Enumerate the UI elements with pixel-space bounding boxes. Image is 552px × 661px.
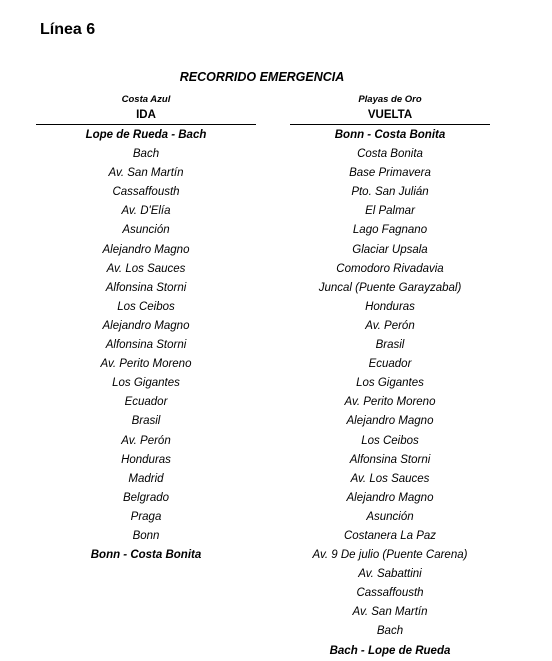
stop-item: Av. Los Sauces	[106, 262, 186, 275]
stop-item: Av. Perón	[121, 434, 171, 447]
stop-item: Av. San Martín	[352, 606, 428, 619]
vuelta-column	[290, 93, 490, 661]
vuelta-header: VUELTA	[290, 107, 490, 125]
stop-item: Cassaffousth	[112, 186, 180, 199]
ida-column	[36, 93, 256, 565]
stop-item: Alejandro Magno	[346, 491, 434, 504]
stop-item: Belgrado	[122, 491, 170, 504]
terminal-stop: Lope de Rueda - Bach	[85, 129, 207, 141]
stop-item: Av. 9 De julio (Puente Carena)	[312, 549, 468, 562]
ida-origin-label: Costa Azul	[121, 94, 171, 105]
vuelta-stop-list	[290, 126, 490, 661]
stop-item: Cassaffousth	[356, 587, 424, 600]
terminal-stop: Bonn - Costa Bonita	[334, 129, 446, 141]
stop-item: Los Gigantes	[356, 377, 424, 390]
stop-item: Av. Perón	[365, 319, 415, 332]
stop-item: Los Ceibos	[361, 434, 419, 447]
stop-item: Asunción	[366, 510, 414, 523]
ida-stop-list	[36, 126, 256, 565]
stop-item: Bach	[376, 625, 404, 638]
stop-item: Base Primavera	[349, 167, 431, 180]
section-title: RECORRIDO EMERGENCIA	[179, 70, 345, 84]
stop-item: Los Gigantes	[112, 377, 180, 390]
stop-item: Comodoro Rivadavia	[336, 262, 444, 275]
stop-item: Lago Fagnano	[352, 224, 428, 237]
stop-item: Costanera La Paz	[343, 529, 437, 542]
stop-item: El Palmar	[365, 205, 415, 218]
stop-item: Av. Perito Moreno	[344, 396, 436, 409]
stop-item: Ecuador	[124, 396, 168, 409]
stop-item: Alejandro Magno	[102, 319, 190, 332]
stop-item: Glaciar Upsala	[352, 243, 428, 256]
stop-item: Av. Perito Moreno	[100, 358, 192, 371]
stop-item: Alejandro Magno	[346, 415, 434, 428]
terminal-stop: Bach - Lope de Rueda	[329, 644, 451, 657]
stop-item: Honduras	[365, 300, 415, 313]
stop-item: Alfonsina Storni	[105, 339, 187, 352]
stop-item: Costa Bonita	[357, 148, 423, 161]
stop-item: Brasil	[375, 339, 405, 352]
stop-item: Alejandro Magno	[102, 243, 190, 256]
stop-item: Praga	[130, 510, 162, 523]
stop-item: Madrid	[128, 472, 164, 485]
stop-item: Brasil	[131, 415, 161, 428]
stop-item: Honduras	[121, 453, 171, 466]
vuelta-origin-label: Playas de Oro	[358, 94, 422, 105]
stop-item: Los Ceibos	[117, 300, 175, 313]
stop-item: Bach	[132, 148, 160, 161]
terminal-stop: Bonn - Costa Bonita	[90, 549, 202, 562]
stop-item: Alfonsina Storni	[349, 453, 431, 466]
stop-item: Av. Los Sauces	[350, 472, 430, 485]
stop-item: Juncal (Puente Garayzabal)	[318, 281, 462, 294]
ida-header: IDA	[36, 107, 256, 125]
stop-item: Av. Sabattini	[358, 568, 422, 581]
stop-item: Ecuador	[368, 358, 412, 371]
stop-item: Bonn	[132, 529, 160, 542]
stop-item: Av. D'Elía	[121, 205, 171, 218]
stop-item: Av. San Martín	[108, 167, 184, 180]
stop-item: Pto. San Julián	[351, 186, 429, 199]
stop-item: Asunción	[122, 224, 170, 237]
page-title: Línea 6	[40, 21, 96, 38]
stop-item: Alfonsina Storni	[105, 281, 187, 294]
